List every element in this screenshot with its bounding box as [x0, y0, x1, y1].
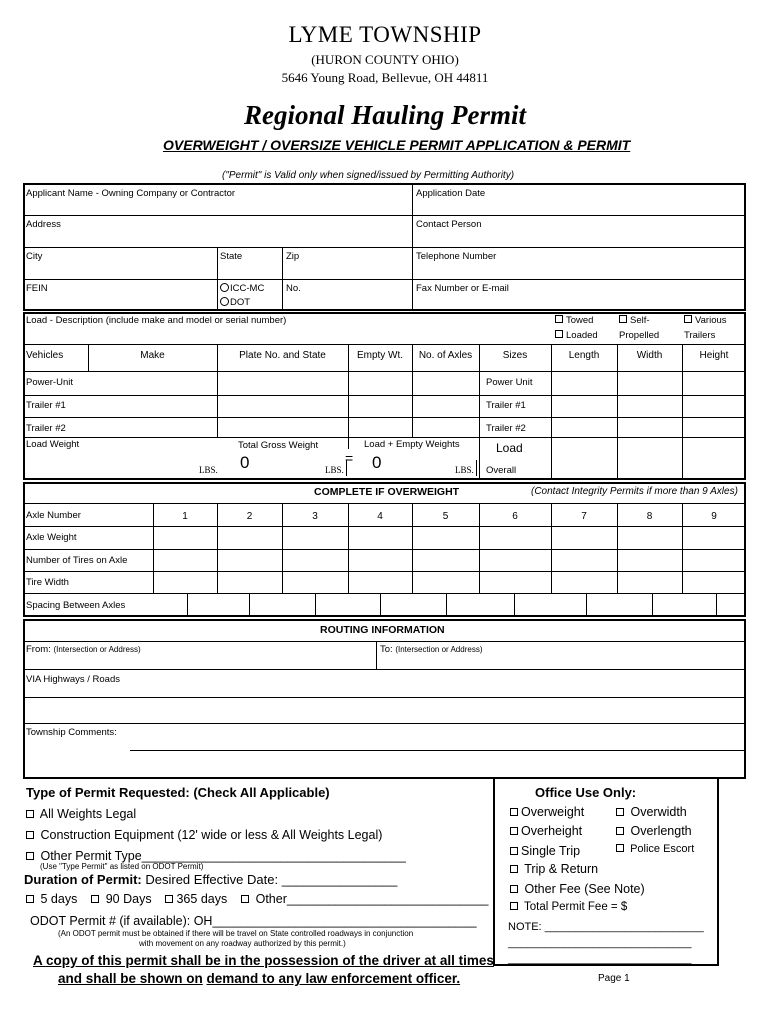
empty-weight-header: Empty Wt. [356, 350, 404, 361]
height-header: Height [699, 350, 729, 361]
application-date-field[interactable]: Application Date [416, 188, 486, 199]
load-description-field[interactable]: Load - Description (include make and model or serial number) [26, 315, 287, 326]
office-overlength[interactable]: Overlength [616, 824, 692, 838]
propelled-label: Propelled [619, 330, 660, 341]
tires-row: Number of Tires on Axle [26, 555, 128, 566]
contact-integrity-note: (Contact Integrity Permits if more than 9 Axles) [531, 486, 738, 497]
odot-note-1: (An ODOT permit must be obtained if there will be travel on State controlled roadways in conjunction [58, 929, 414, 938]
axle-weight-row: Axle Weight [26, 532, 77, 543]
state-field[interactable]: State [220, 251, 243, 262]
township-address: 5646 Young Road, Bellevue, OH 44811 [281, 70, 489, 85]
office-line-2[interactable]: ______________________________ [508, 953, 692, 965]
form-subtitle: OVERWEIGHT / OVERSIZE VEHICLE PERMIT APPLICATION & PERMIT [163, 137, 631, 153]
from-field[interactable]: From: (Intersection or Address) [26, 644, 141, 655]
icc-mc-radio[interactable]: ICC-MC [220, 283, 264, 294]
validity-note: ("Permit" is Valid only when signed/issued by Permitting Authority) [222, 170, 515, 181]
sizes-header: Sizes [502, 350, 528, 361]
applicant-name-field[interactable]: Applicant Name - Owning Company or Contractor [26, 188, 236, 199]
page-number: Page 1 [598, 973, 630, 984]
address-field[interactable]: Address [26, 219, 61, 230]
axle-number-label: Axle Number [26, 510, 81, 521]
axle-2-header: 2 [246, 511, 253, 522]
checkbox-icon [555, 330, 563, 338]
duration-row[interactable]: Duration of Permit: Desired Effective Date: ________________ [24, 872, 398, 887]
make-header: Make [140, 350, 165, 361]
lbs-unit: LBS. [455, 465, 474, 475]
tire-width-row: Tire Width [26, 577, 69, 588]
checkbox-icon [510, 865, 518, 873]
axle-6-header: 6 [512, 511, 518, 522]
trailer2-row: Trailer #2 [26, 423, 66, 434]
equals-sign: = [345, 450, 354, 466]
checkbox-icon [616, 827, 624, 835]
lbs-unit: LBS. [199, 465, 218, 475]
size-trailer1: Trailer #1 [486, 400, 526, 411]
checkbox-icon [26, 810, 34, 818]
plate-header: Plate No. and State [239, 350, 326, 361]
axle-8-header: 8 [646, 511, 653, 522]
checkbox-icon [555, 315, 563, 323]
to-field[interactable]: To: (Intersection or Address) [380, 644, 483, 655]
office-overheight[interactable]: Overheight [510, 824, 582, 838]
trailer1-row: Trailer #1 [26, 400, 66, 411]
township-name: LYME TOWNSHIP [288, 22, 482, 47]
permit-type-title: Type of Permit Requested: (Check All Applicable) [26, 785, 330, 800]
checkbox-icon [91, 895, 99, 903]
option-other-type[interactable]: Other Permit Type______________________________________ [26, 849, 406, 863]
office-line-1[interactable]: ______________________________ [508, 937, 692, 949]
checkbox-icon [510, 902, 518, 910]
axles-header: No. of Axles [418, 350, 473, 361]
trailers-label: Trailers [684, 330, 716, 341]
loaded-checkbox[interactable]: Loaded [555, 330, 598, 341]
overall-size-label: Overall [486, 465, 517, 476]
vehicles-header: Vehicles [26, 350, 64, 361]
checkbox-icon [26, 895, 34, 903]
contact-person-field[interactable]: Contact Person [416, 219, 482, 230]
office-overwidth[interactable]: Overwidth [616, 805, 687, 819]
checkbox-icon [616, 808, 624, 816]
checkbox-icon [165, 895, 173, 903]
office-trip-return[interactable]: Trip & Return [510, 862, 598, 876]
axle-9-header: 9 [711, 511, 717, 522]
checkbox-icon [510, 847, 518, 855]
possession-notice-2: and shall be shown on demand to any law enforcement officer. [58, 971, 461, 986]
routing-section [23, 619, 746, 779]
office-note[interactable]: NOTE: __________________________ [508, 921, 704, 933]
checkbox-icon [241, 895, 249, 903]
checkbox-icon [26, 852, 34, 860]
dot-radio[interactable]: DOT [220, 297, 250, 308]
other-type-hint: (Use "Type Permit" as listed on ODOT Permit) [40, 862, 204, 871]
checkbox-icon [684, 315, 692, 323]
axle-5-header: 5 [442, 511, 449, 522]
load-weight-field[interactable]: Load Weight [26, 439, 80, 450]
axle-1-header: 1 [182, 511, 188, 522]
township-comments-field[interactable]: Township Comments: [26, 727, 117, 738]
load-empty-label: Load + Empty Weights [364, 439, 460, 450]
axle-3-header: 3 [312, 511, 318, 522]
fax-email-field[interactable]: Fax Number or E-mail [416, 283, 509, 294]
possession-notice-1: A copy of this permit shall be in the possession of the driver at all times [33, 953, 494, 968]
city-field[interactable]: City [26, 251, 43, 262]
axle-7-header: 7 [581, 511, 587, 522]
duration-options[interactable]: 5 days 90 Days 365 days Other_____________________________ [26, 892, 488, 906]
office-police-escort[interactable]: Police Escort [616, 843, 694, 855]
telephone-field[interactable]: Telephone Number [416, 251, 497, 262]
office-single-trip[interactable]: Single Trip [510, 844, 580, 858]
checkbox-icon [510, 808, 518, 816]
spacing-row: Spacing Between Axles [26, 600, 126, 611]
zip-field[interactable]: Zip [286, 251, 300, 262]
width-header: Width [636, 350, 663, 361]
length-header: Length [568, 350, 600, 361]
various-trailers-checkbox[interactable]: Various [684, 315, 727, 326]
size-trailer2: Trailer #2 [486, 423, 526, 434]
power-unit-row: Power-Unit [26, 377, 73, 388]
option-all-weights[interactable]: All Weights Legal [26, 807, 136, 821]
total-weight-value[interactable]: 0 [372, 453, 382, 472]
checkbox-icon [510, 827, 518, 835]
office-total-fee[interactable]: Total Permit Fee = $ [510, 901, 627, 913]
office-other-fee[interactable]: Other Fee (See Note) [510, 882, 645, 896]
permit-title: Regional Hauling Permit [243, 100, 527, 130]
county-name: (HURON COUNTY OHIO) [311, 52, 459, 67]
fein-field[interactable]: FEIN [26, 283, 48, 294]
office-use-title: Office Use Only: [535, 785, 637, 800]
total-gross-label: Total Gross Weight [238, 440, 319, 451]
towed-checkbox[interactable]: Towed [555, 315, 593, 326]
overweight-title: COMPLETE IF OVERWEIGHT [314, 486, 460, 498]
radio-icon [220, 297, 229, 306]
lbs-unit: LBS. [325, 465, 344, 475]
axle-4-header: 4 [377, 511, 383, 522]
odot-note-2: with movement on any roadway authorized by this permit.) [139, 939, 346, 948]
radio-icon [220, 283, 229, 292]
checkbox-icon [510, 885, 518, 893]
number-field[interactable]: No. [286, 283, 301, 294]
routing-title: ROUTING INFORMATION [320, 624, 445, 636]
office-overweight[interactable]: Overweight [510, 805, 584, 819]
via-highways-field[interactable]: VIA Highways / Roads [26, 674, 120, 685]
option-construction[interactable]: Construction Equipment (12' wide or less & All Weights Legal) [26, 828, 382, 842]
checkbox-icon [616, 844, 624, 852]
checkbox-icon [26, 831, 34, 839]
size-power-unit: Power Unit [486, 377, 533, 388]
odot-permit-field[interactable]: ODOT Permit # (if available): OH______________________________________ [30, 914, 477, 928]
checkbox-icon [619, 315, 627, 323]
self-propelled-checkbox[interactable]: Self- [619, 315, 650, 326]
load-size-label: Load [496, 441, 523, 455]
load-weight-value[interactable]: 0 [240, 453, 250, 472]
